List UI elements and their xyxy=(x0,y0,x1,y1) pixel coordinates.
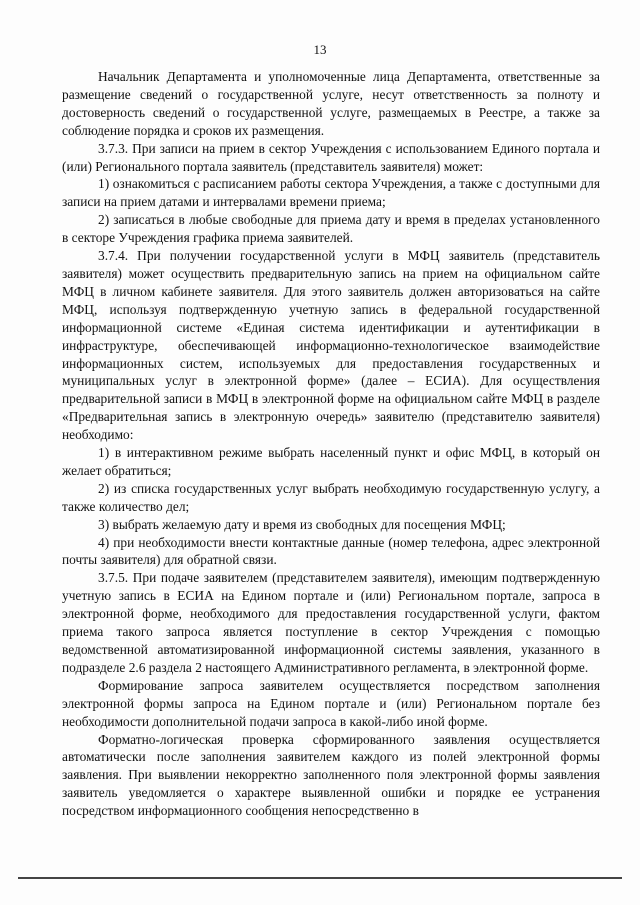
paragraph: Начальник Департамента и уполномоченные лица Департамента, ответственные за размещение сведений о государственной услуге, несут ответственность за полноту и достоверность сведений о государственной услуге, размещаемых в Реестре, а также за соблюдение порядка и сроков их размещения. xyxy=(62,69,600,138)
paragraph: Формирование запроса заявителем осуществляется посредством заполнения электронной формы запроса на Едином портале и (или) Региональном портале без необходимости дополнительной подачи запроса в какой-либо иной форме. xyxy=(62,677,600,729)
paragraph: 1) ознакомиться с расписанием работы сектора Учреждения, а также с доступными для записи на прием датами и интервалами времени приема; xyxy=(62,176,600,210)
page-number: 13 xyxy=(313,42,327,57)
paragraph: 3.7.3. При записи на прием в сектор Учреждения с использованием Единого портала и (или) Регионального портала заявитель (представитель заявителя) может: xyxy=(62,140,600,174)
paragraph: 2) из списка государственных услуг выбрать необходимую государственную услугу, а также количество дел; xyxy=(62,480,600,514)
document-body xyxy=(62,68,600,820)
paragraph: Форматно-логическая проверка сформированного заявления осуществляется автоматически после заполнения заявителем каждого из полей электронной формы заявления. При выявлении некорректно заполненного поля электронной формы заявления заявитель уведомляется о характере выявленной ошибки и порядке ее устранения посредством информационного сообщения непосредственно в xyxy=(62,731,600,819)
paragraph: 4) при необходимости внести контактные данные (номер телефона, адрес электронной почты заявителя) для обратной связи. xyxy=(62,534,600,568)
paragraph: 3) выбрать желаемую дату и время из свободных для посещения МФЦ; xyxy=(98,516,506,532)
paragraph: 1) в интерактивном режиме выбрать населенный пункт и офис МФЦ, в который он желает обратиться; xyxy=(62,445,600,478)
paragraph: 3.7.4. При получении государственной услуги в МФЦ заявитель (представитель заявителя) может осуществить предварительную запись на прием на официальном сайте МФЦ в личном кабинете заявителя. Для этого заявитель должен авторизоваться на сайте МФЦ, используя подтвержденную учетную запись в федеральной государственной информационной системе «Единая система идентификации и аутентификации в инфраструктуре, обеспечивающей информационно-технологическое взаимодействие информационных систем, используемых для предоставления государственных и муниципальных услуг в электронной форме» (далее – ЕСИА). Для осуществления предварительной записи в МФЦ в электронной форме на официальном сайте МФЦ в разделе «Предварительная запись в электронную очередь» заявителю (представителю заявителя) необходимо: xyxy=(62,248,600,443)
bottom-divider xyxy=(18,877,622,879)
paragraph: 2) записаться в любые свободные для приема дату и время в пределах установленного в секторе Учреждения графика приема заявителей. xyxy=(62,212,600,246)
paragraph: 3.7.5. При подаче заявителем (представителем заявителя), имеющим подтвержденную учетную запись в ЕСИА на Едином портале и (или) Региональном портале, запроса в электронной форме, необходимого для предоставления государственной услуги, фактом приема такого запроса является поступление в сектор Учреждения с помощью ведомственной автоматизированной информационной системы заявления, указанного в подразделе 2.6 раздела 2 настоящего Административного регламента, в электронной форме. xyxy=(62,570,600,675)
